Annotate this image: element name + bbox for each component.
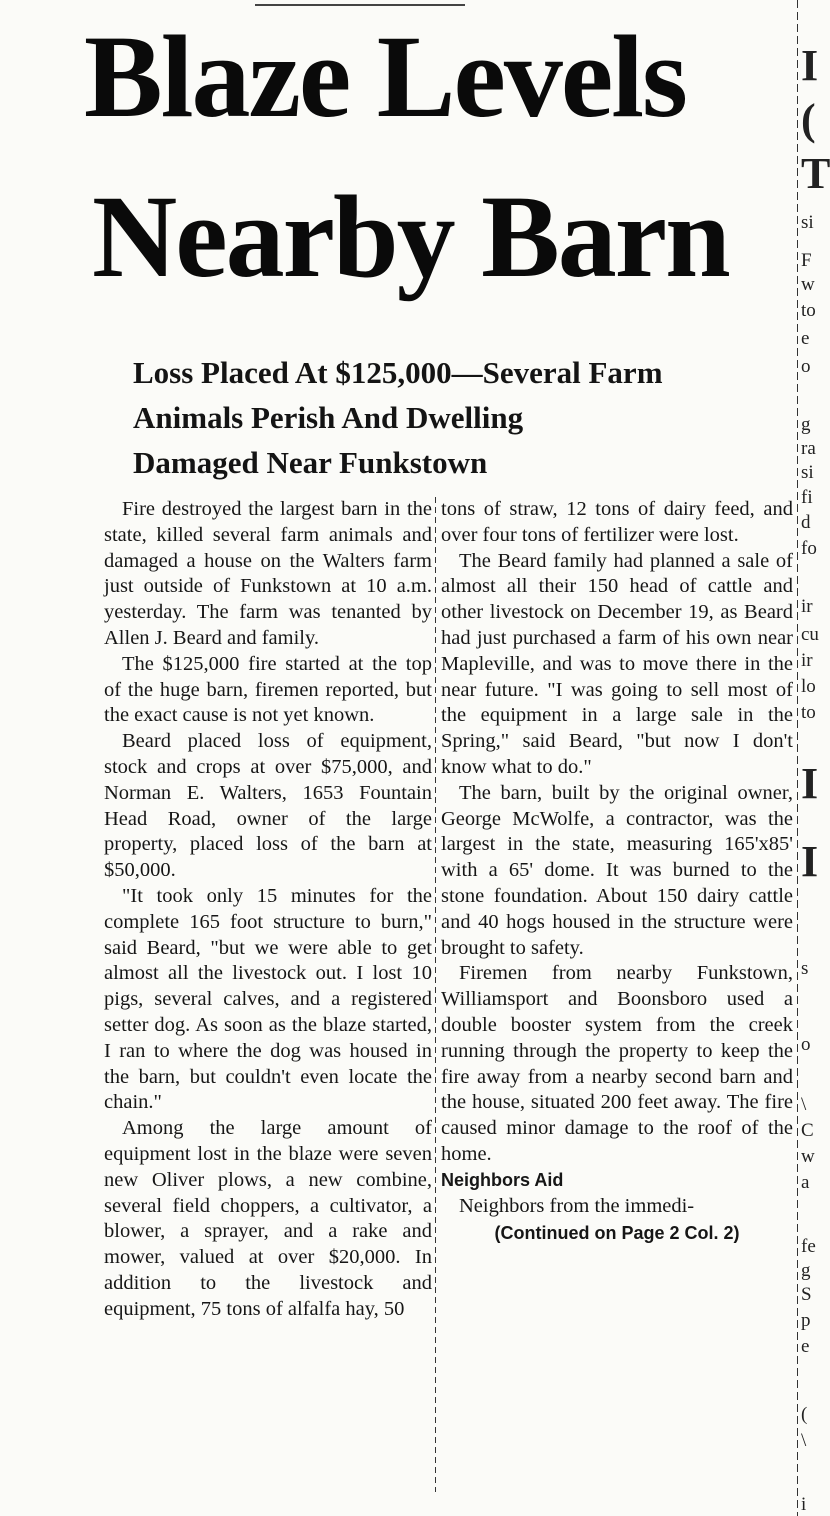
adjacent-article-fragment: to [801,300,816,321]
adjacent-article-fragment: w [801,1146,815,1167]
paragraph: "It took only 15 minutes for the complete 165 foot structure to burn," said Beard, "but we were able to get almost all the livestock out. I lost 10 pigs, several calves, and a registered setter dog. As soon as the blaze started, I ran to where the dog was housed in the barn, but couldn't even locate the chain." [104,884,432,1114]
adjacent-article-fragment: a [801,1172,810,1193]
adjacent-article-fragment: s [801,958,809,979]
adjacent-article-fragment: g [801,414,811,435]
adjacent-article-fragment: lo [801,676,816,697]
headline-line-1: Blaze Levels [84,11,686,142]
adjacent-article-fragment: fe [801,1236,816,1257]
headline-line-2: Nearby Barn [92,171,729,302]
paragraph: Firemen from nearby Funkstown, Williamsport and Boonsboro used a double booster system from the creek running through the property to keep the fire away from a nearby second barn and the house, situated 200 feet away. The fire caused minor damage to the roof of the home. [441,962,793,1165]
adjacent-article-fragment: fi [801,487,813,508]
top-rule [255,4,465,6]
adjacent-article-fragment: e [801,328,810,349]
deck-line-1: Loss Placed At $125,000—Several Farm [133,355,663,390]
paragraph: The barn, built by the original owner, George McWolfe, a contractor, was the largest in the state, measuring 165'x85' with a 65' dome. It was burned to the stone foundation. About 150 dairy cattle and 40 hogs housed in the structure were brought to safety. [441,781,793,959]
deck-line-3: Damaged Near Funkstown [133,445,488,480]
adjacent-article-fragment: \ [801,1094,807,1115]
article-column-1 [104,497,432,1323]
paragraph: Neighbors from the immedi- [459,1194,695,1217]
adjacent-article-fragment: ir [801,650,813,671]
adjacent-article-fragment: fo [801,538,817,559]
adjacent-article-fragment: I [801,759,819,808]
paragraph: Among the large amount of equipment lost in the blaze were seven new Oliver plows, a new combine, several field choppers, a cultivator, a blower, a sprayer, and a rake and mower, valued at over $20,000. In addition to the livestock and equipment, 75 tons of alfalfa hay, 50 [104,1117,432,1320]
adjacent-article-fragment: o [801,1034,811,1055]
adjacent-article-fragment: cu [801,624,819,645]
adjacent-article-fragment: C [801,1120,814,1141]
paragraph: tons of straw, 12 tons of dairy feed, and over four tons of fertilizer were lost. [441,498,793,546]
paragraph: Fire destroyed the largest barn in the state, killed several farm animals and damaged a house on the Walters farm just outside of Funkstown at 10 a.m. yesterday. The farm was tenanted by Allen J. Beard and family. [104,498,432,649]
paragraph: The Beard family had planned a sale of almost all their 150 head of cattle and other livestock on December 19, as Beard had just purchased a farm of his own near Mapleville, and was to move there in the near future. "I was going to sell most of the equipment in a large sale in the Spring," said Beard, "but now I don't know what to do." [441,549,793,778]
adjacent-article-fragment: to [801,702,816,723]
adjacent-article-fragment: o [801,356,811,377]
adjacent-article-fragment: w [801,274,815,295]
adjacent-article-fragment: \ [801,1430,807,1451]
adjacent-article-fragment: I [801,837,819,886]
adjacent-article-fragment: si [801,212,814,233]
paragraph: The $125,000 fire started at the top of the huge barn, firemen reported, but the exact cause is not yet known. [104,652,432,727]
adjacent-article-fragment: i [801,1494,807,1515]
adjacent-article-fragment: T [801,149,830,198]
adjacent-column-divider [797,0,798,1516]
adjacent-article-fragment: S [801,1284,812,1305]
adjacent-article-fragment: I [801,41,819,90]
article-column-2 [441,497,793,1247]
adjacent-article-fragment: d [801,512,811,533]
adjacent-article-fragment: si [801,462,814,483]
adjacent-article-fragment: g [801,1260,811,1281]
column-divider [435,497,436,1492]
adjacent-article-fragment: ra [801,438,816,459]
paragraph: Beard placed loss of equipment, stock and crops at over $75,000, and Norman E. Walters, 1653 Fountain Head Road, owner of the large property, placed loss of the barn at $50,000. [104,730,432,882]
deck-subheadline [133,350,793,485]
adjacent-article-fragment: F [801,250,812,271]
section-subhead: Neighbors Aid [441,1169,564,1190]
adjacent-article-fragment: p [801,1310,811,1331]
continued-notice: (Continued on Page 2 Col. 2) [494,1223,740,1244]
adjacent-article-fragment: ( [801,95,816,144]
adjacent-article-fragment: ( [801,1404,808,1425]
deck-line-2: Animals Perish And Dwelling [133,400,524,435]
adjacent-article-fragment: e [801,1336,810,1357]
adjacent-article-fragment: ir [801,596,813,617]
